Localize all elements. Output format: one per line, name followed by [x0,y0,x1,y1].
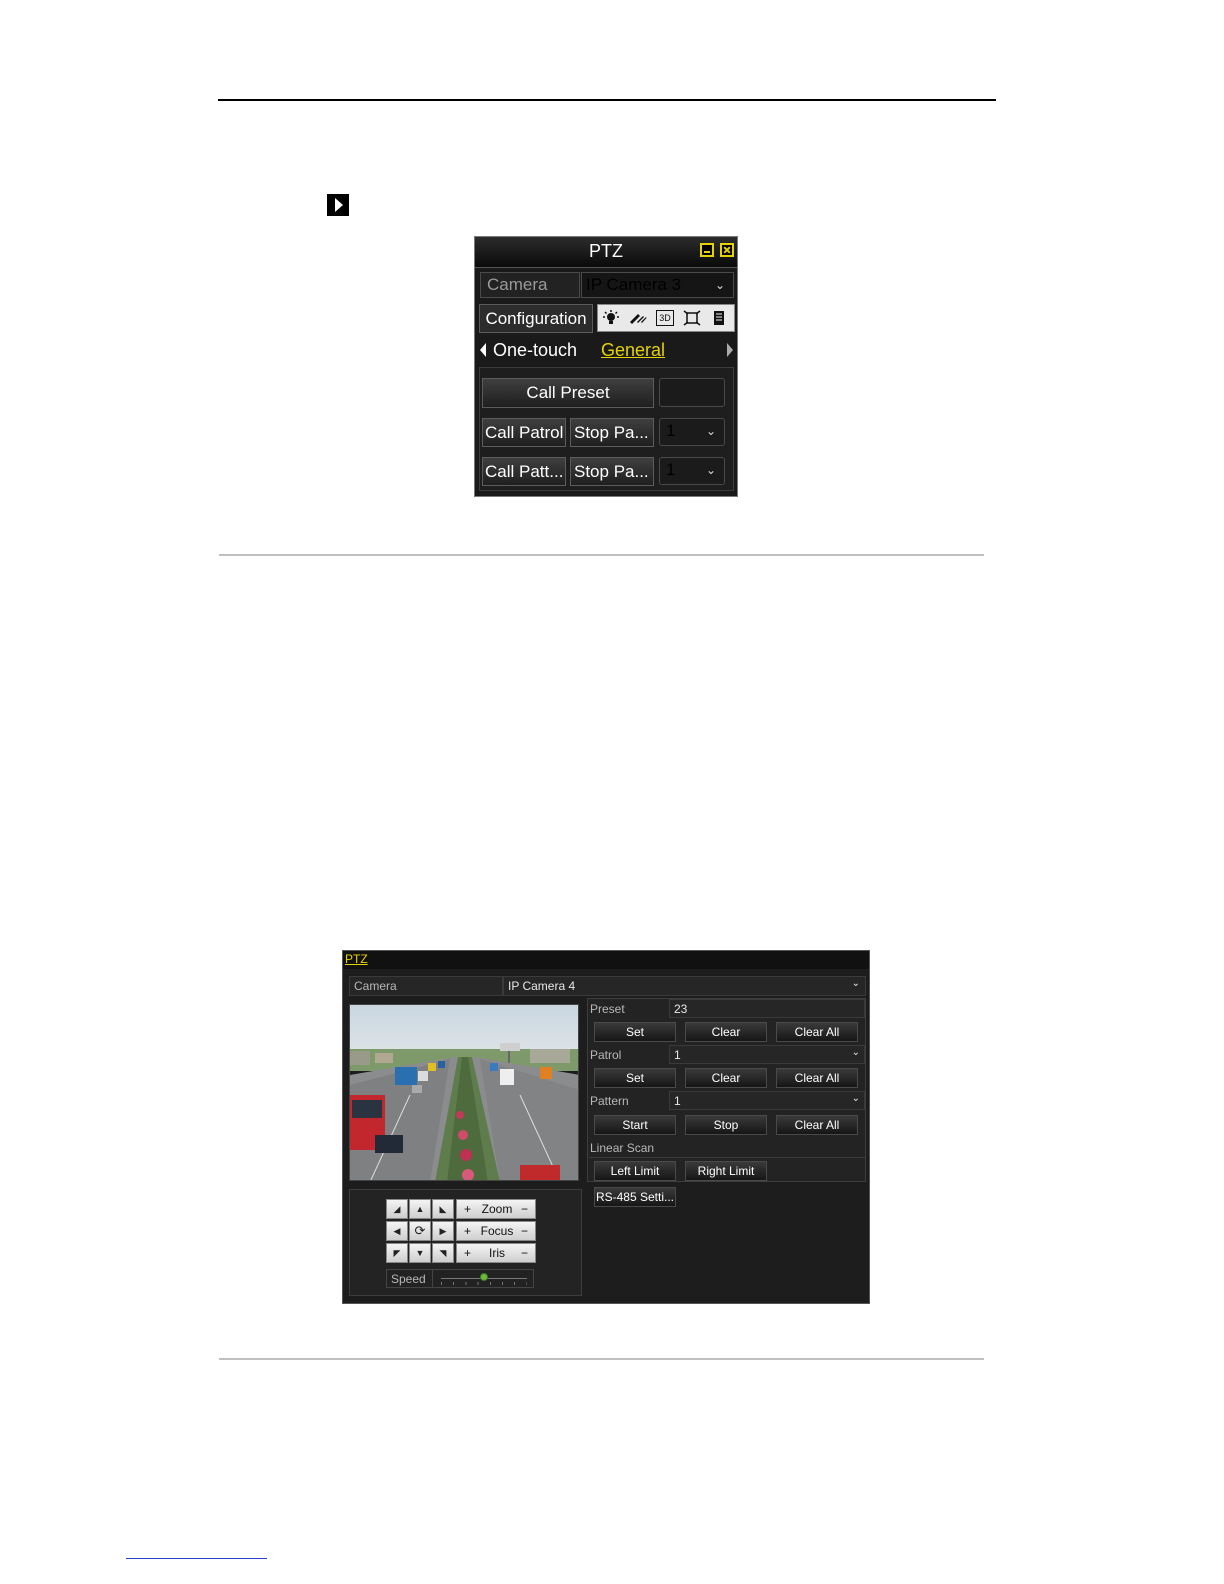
ptz-large-titlebar [343,951,869,969]
speed-label: Speed [391,1272,426,1286]
direction-right-button[interactable]: ▶ [432,1221,454,1241]
chevron-down-icon: ⌄ [851,978,860,989]
patrol-select-large-value: 1 [674,1048,681,1062]
preset-value-field[interactable]: 23 [669,999,865,1018]
pattern-stop-button[interactable]: Stop [685,1115,767,1135]
wiper-icon[interactable] [629,310,647,326]
pattern-label: Pattern [590,1094,629,1108]
stop-pattern-button[interactable]: Stop Pa... [570,457,654,486]
preset-clear-button[interactable]: Clear [685,1022,767,1042]
focus-in-button[interactable]: + [464,1224,472,1238]
direction-down-right-button[interactable]: ◥ [432,1243,454,1263]
speed-slider-knob[interactable] [480,1273,488,1281]
linear-scan-label: Linear Scan [590,1141,655,1155]
pattern-select-large[interactable] [669,1091,865,1110]
right-limit-button[interactable]: Right Limit [685,1161,767,1181]
direction-down-left-button[interactable]: ◤ [386,1243,408,1263]
3d-icon[interactable]: 3D [656,310,674,326]
light-icon[interactable] [602,310,620,326]
rs485-settings-button[interactable]: RS-485 Setti... [594,1187,676,1207]
ptz-titlebar [475,237,737,268]
focus-control [456,1221,536,1241]
highway-scene-image [350,1005,579,1181]
camera-select[interactable] [581,272,734,298]
header-rule [218,99,996,101]
direction-up-button[interactable]: ▲ [409,1199,431,1219]
chevron-down-icon: ⌄ [705,424,716,438]
pattern-select[interactable] [659,457,725,485]
speed-slider-track[interactable] [432,1270,533,1287]
call-preset-button[interactable]: Call Preset [482,378,654,408]
camera-select-large-value: IP Camera 4 [508,979,576,993]
close-icon[interactable] [720,243,734,257]
zoom-label: Zoom [481,1202,513,1216]
focus-out-button[interactable]: − [520,1224,528,1238]
patrol-clear-button[interactable]: Clear [685,1068,767,1088]
preset-number-input[interactable] [659,378,725,407]
camera-label-large: Camera [349,976,503,996]
patrol-set-button[interactable]: Set [594,1068,676,1088]
preset-set-button[interactable]: Set [594,1022,676,1042]
patrol-label: Patrol [590,1048,622,1062]
tab-scroll-right-icon[interactable] [725,342,735,358]
ptz-large-title: PTZ [345,952,368,966]
direction-up-left-button[interactable]: ◢ [386,1199,408,1219]
patrol-select-value: 1 [666,421,676,440]
chevron-down-icon: ⌄ [705,463,716,477]
pattern-select-large-value: 1 [674,1094,681,1108]
chevron-down-icon: ⌄ [714,278,725,292]
tab-one-touch[interactable]: One-touch [493,340,578,360]
linear-scan-divider [589,1157,865,1158]
patrol-select-large[interactable] [669,1045,865,1064]
direction-up-right-button[interactable]: ◣ [432,1199,454,1219]
stop-patrol-button[interactable]: Stop Pa... [570,418,654,447]
ptz-tool-tray [597,304,735,332]
ptz-title: PTZ [589,241,623,261]
area-icon[interactable] [683,310,701,326]
chevron-down-icon: ⌄ [851,1047,860,1058]
zoom-control [456,1199,536,1219]
tab-general[interactable]: General [601,340,666,360]
left-limit-button[interactable]: Left Limit [594,1161,676,1181]
direction-left-button[interactable]: ◀ [386,1221,408,1241]
iris-label: Iris [489,1246,505,1260]
auto-rotate-icon[interactable]: ⟳ [409,1221,431,1241]
footer-link-underline[interactable] [126,1558,267,1559]
preset-clear-all-button[interactable]: Clear All [776,1022,858,1042]
direction-down-button[interactable]: ▼ [409,1243,431,1263]
focus-label: Focus [480,1224,514,1238]
patrol-clear-all-button[interactable]: Clear All [776,1068,858,1088]
tab-scroll-left-icon[interactable] [478,342,488,358]
camera-video-preview [349,1004,579,1181]
iris-close-button[interactable]: − [520,1246,528,1260]
configuration-button[interactable]: Configuration [479,304,593,333]
arrow-bullet-icon [327,194,349,216]
pattern-clear-all-button[interactable]: Clear All [776,1115,858,1135]
pattern-select-value: 1 [666,460,676,479]
iris-open-button[interactable]: + [464,1246,472,1260]
menu-icon[interactable] [710,310,728,326]
camera-label: Camera [480,272,580,298]
minimize-icon[interactable] [700,243,714,257]
speed-slider-ticks [441,1282,527,1285]
section-rule [219,554,984,556]
pattern-start-button[interactable]: Start [594,1115,676,1135]
patrol-select[interactable] [659,418,725,446]
section-rule-bottom [219,1358,984,1360]
camera-select-value: IP Camera 3 [586,275,682,294]
chevron-down-icon: ⌄ [851,1093,860,1104]
zoom-out-button[interactable]: − [520,1202,528,1216]
call-patrol-button[interactable]: Call Patrol [482,418,566,447]
camera-select-large[interactable] [503,976,866,996]
iris-control [456,1243,536,1263]
preset-label: Preset [590,1002,625,1016]
zoom-in-button[interactable]: + [464,1202,472,1216]
call-pattern-button[interactable]: Call Patt... [482,457,566,486]
